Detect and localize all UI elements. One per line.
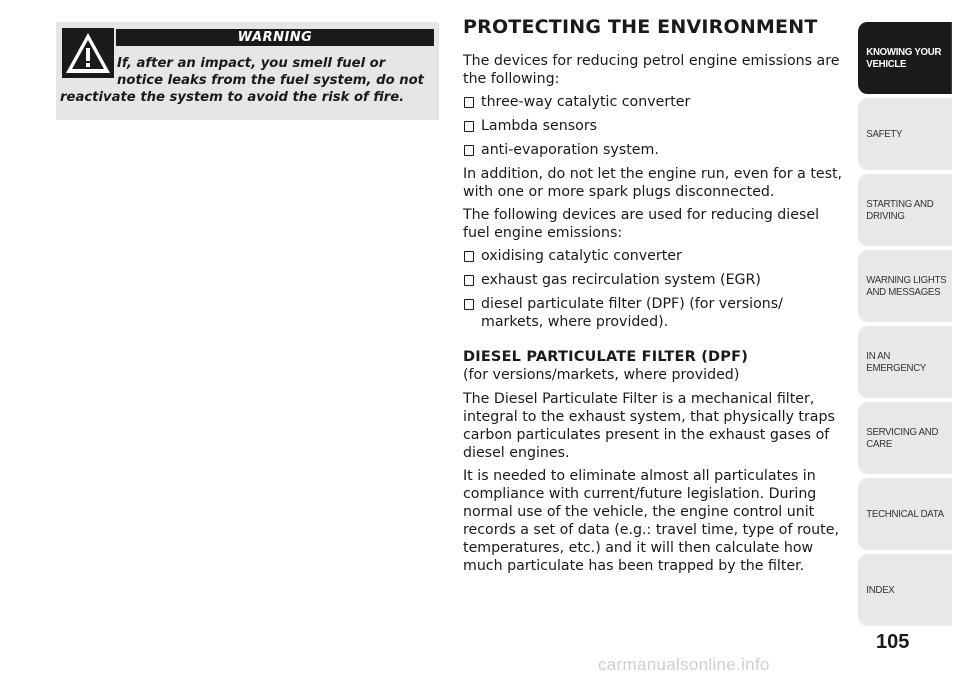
tab-technical-data[interactable]: TECHNICAL DATA [858,478,952,550]
checkbox-bullet-icon [464,97,474,108]
list-item: exhaust gas recirculation system (EGR) [463,271,843,289]
dpf-heading: DIESEL PARTICULATE FILTER (DPF) [463,349,749,365]
warning-title: WARNING [116,29,434,46]
checkbox-bullet-icon [464,299,474,310]
petrol-devices-list [463,93,843,159]
warning-box [56,22,439,120]
main-content [463,14,843,580]
dpf-subheading: (for versions/markets, where provided) [463,367,740,383]
page-title: PROTECTING THE ENVIRONMENT [463,16,818,38]
spark-plug-note: In addition, do not let the engine run, even for a test, with one or more spark plugs disconnected. [463,166,843,200]
intro-paragraph: The devices for reducing petrol engine emissions are the following: [463,53,840,87]
list-item: anti-evaporation system. [463,141,843,159]
warning-text [60,55,435,106]
section-tabs [858,22,960,630]
warning-line-1: If, after an impact, you smell fuel or [117,56,386,71]
watermark: carmanualsonline.info [598,655,770,674]
warning-line-3: reactivate the system to avoid the risk of fire. [60,90,405,105]
tab-starting-and-driving[interactable]: STARTING AND DRIVING [858,174,952,246]
list-item: diesel particulate filter (DPF) (for versions/ markets, where provided). [463,295,843,331]
tab-index[interactable]: INDEX [858,554,952,626]
diesel-devices-list [463,247,843,331]
page-number: 105 [876,631,910,653]
list-item: three-way catalytic converter [463,93,843,111]
tab-safety[interactable]: SAFETY [858,98,952,170]
checkbox-bullet-icon [464,251,474,262]
tab-in-an-emergency[interactable]: IN AN EMERGENCY [858,326,952,398]
tab-knowing-your-vehicle[interactable]: KNOWING YOUR VEHICLE [858,22,952,94]
checkbox-bullet-icon [464,121,474,132]
tab-warning-lights[interactable]: WARNING LIGHTS AND MESSAGES [858,250,952,322]
checkbox-bullet-icon [464,275,474,286]
dpf-paragraph-2: It is needed to eliminate almost all particulates in compliance with current/future legislation. During normal use of the vehicle, the engine control unit records a set of data (e.g.: travel time, type of route, temperatures, etc.) and it will then calculate how much particulate has been trapped by the filter. [463,468,839,574]
list-item: oxidising catalytic converter [463,247,843,265]
diesel-intro: The following devices are used for reducing diesel fuel engine emissions: [463,207,820,241]
dpf-paragraph-1: The Diesel Particulate Filter is a mechanical filter, integral to the exhaust system, that physically traps carbon particulates present in the exhaust gases of diesel engines. [463,391,835,461]
list-item: Lambda sensors [463,117,843,135]
tab-servicing-and-care[interactable]: SERVICING AND CARE [858,402,952,474]
warning-line-2: notice leaks from the fuel system, do not [117,73,424,88]
checkbox-bullet-icon [464,145,474,156]
